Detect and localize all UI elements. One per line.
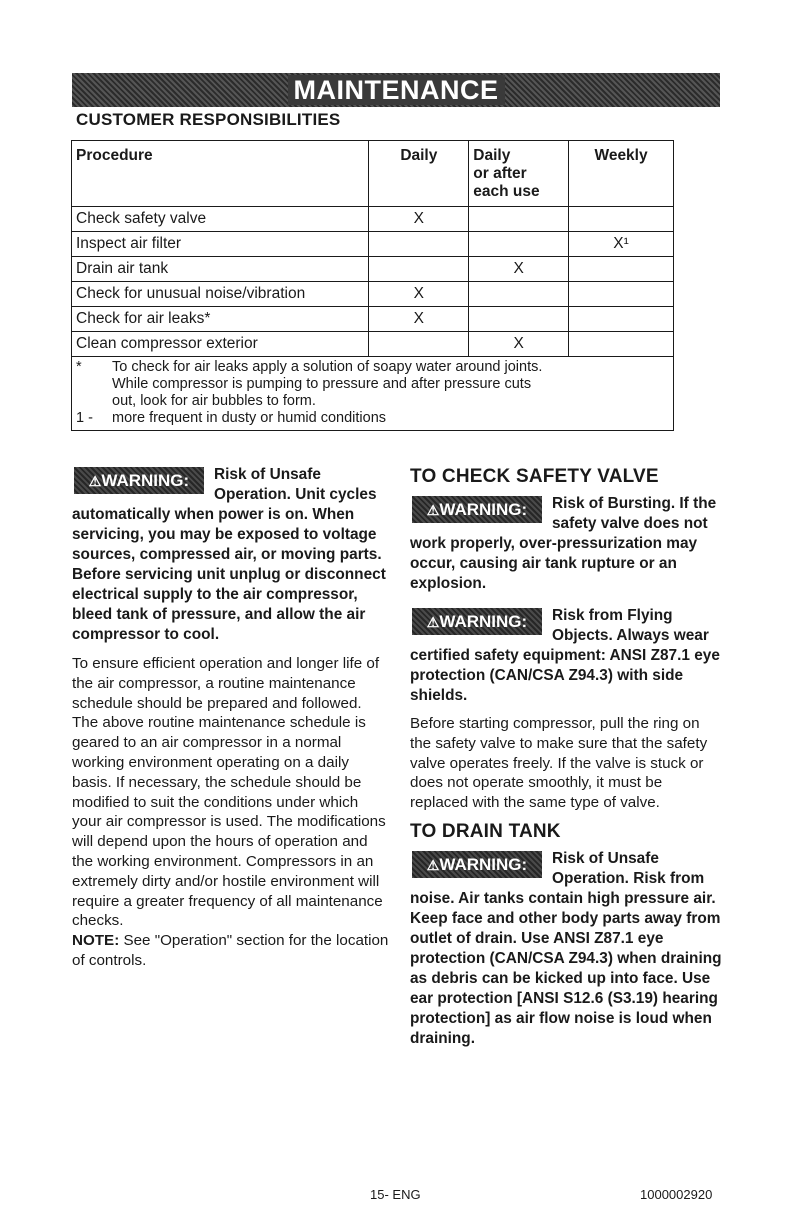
table-notes — [72, 357, 674, 431]
note-label: NOTE: — [72, 932, 120, 950]
table-cell: X¹ — [569, 232, 674, 257]
note-number: 1 - — [76, 410, 93, 426]
table-header-row — [72, 141, 674, 207]
page-number: 15- ENG — [370, 1187, 421, 1202]
note-text: out, look for air bubbles to form. — [112, 393, 316, 409]
warning-label: ⚠WARNING: — [412, 496, 542, 523]
table-cell — [369, 232, 469, 257]
section-title: MAINTENANCE — [288, 75, 505, 105]
table-row — [72, 232, 674, 257]
table-cell: Drain air tank — [72, 257, 369, 282]
warning-triangle-icon: ⚠ — [88, 473, 102, 489]
section-banner — [72, 73, 720, 107]
warning-text: Risk of Unsafe Operation. Risk from noise. Air tanks contain high pressure air. Keep face and other body parts away from outlet of drain. Use ANSI Z87.1 eye protection (CAN/CSA Z94.3) when draining as debris can be kicked up into face. Use ear protection [ANSI S12.6 (S3.19) hearing protection] as air flow noise is loud when draining. — [410, 849, 722, 1047]
table-cell: X — [369, 307, 469, 332]
table-cell: X — [469, 257, 569, 282]
maintenance-paragraph: To ensure efficient operation and longer life of the air compressor, a routine maintenance schedule should be prepared and followed. The above routine maintenance schedule is geared to an air compressor in a normal working environment operating on a daily basis. If necessary, the schedule should be modified to suit the conditions under which your air compressor is used. The modifications will depend upon the hours of operation and the working environment. Compressors in an extremely dirty and/or hostile environment will require a greater frequency of all maintenance checks. — [72, 655, 386, 930]
table-cell — [569, 207, 674, 232]
table-cell — [369, 257, 469, 282]
header-procedure: Procedure — [72, 141, 369, 207]
warning-triangle-icon: ⚠ — [426, 614, 440, 630]
table-row — [72, 307, 674, 332]
drain-warning — [410, 849, 722, 1049]
table-cell: X — [469, 332, 569, 357]
right-column — [410, 466, 722, 1049]
table-cell — [469, 282, 569, 307]
note-asterisk: * — [76, 359, 82, 375]
left-column — [72, 465, 390, 971]
warning-text: Risk of Bursting. If the safety valve does not work properly, over-pressurization may occur, causing air tank rupture or an explosion. — [410, 495, 717, 592]
table-cell: Check for air leaks* — [72, 307, 369, 332]
table-cell — [569, 257, 674, 282]
bursting-warning — [410, 494, 722, 594]
table-cell — [569, 282, 674, 307]
header-daily: Daily — [369, 141, 469, 207]
table-cell — [469, 232, 569, 257]
table-cell — [469, 307, 569, 332]
subsection-title: CUSTOMER RESPONSIBILITIES — [76, 110, 341, 129]
table-cell — [569, 307, 674, 332]
table-cell: Check for unusual noise/vibration — [72, 282, 369, 307]
table-row — [72, 257, 674, 282]
safety-valve-paragraph: Before starting compressor, pull the ring on the safety valve to make sure that the safety valve operates freely. If the valve is stuck or does not operate smoothly, it must be replaced with the same type of valve. — [410, 715, 708, 812]
table-cell — [469, 207, 569, 232]
warning-label: ⚠WARNING: — [412, 851, 542, 878]
note-text: more frequent in dusty or humid conditions — [112, 410, 387, 426]
maintenance-schedule-table — [71, 140, 674, 431]
header-line: each use — [473, 183, 540, 200]
unsafe-operation-warning — [72, 465, 390, 645]
table-cell: X — [369, 282, 469, 307]
drain-tank-heading: TO DRAIN TANK — [410, 820, 561, 842]
warning-label: ⚠WARNING: — [74, 467, 204, 494]
header-daily-after-use — [469, 141, 569, 207]
header-line: or after — [473, 165, 527, 182]
document-code: 1000002920 — [640, 1187, 713, 1202]
note — [72, 931, 390, 971]
note-text: While compressor is pumping to pressure and after pressure cuts — [112, 376, 532, 392]
table-cell: Check safety valve — [72, 207, 369, 232]
table-row — [72, 332, 674, 357]
header-weekly: Weekly — [569, 141, 674, 207]
table-cell: Inspect air filter — [72, 232, 369, 257]
table-row — [72, 282, 674, 307]
table-cell — [569, 332, 674, 357]
flying-objects-warning — [410, 606, 722, 706]
safety-valve-heading: TO CHECK SAFETY VALVE — [410, 466, 659, 487]
table-cell — [369, 332, 469, 357]
warning-triangle-icon: ⚠ — [426, 856, 440, 873]
warning-text: Risk from Flying Objects. Always wear certified safety equipment: ANSI Z87.1 eye protection (CAN/CSA Z94.3) with side shields. — [410, 607, 720, 704]
table-notes-row — [72, 357, 674, 431]
table-row — [72, 207, 674, 232]
warning-triangle-icon: ⚠ — [426, 502, 440, 518]
header-line: Daily — [473, 147, 511, 164]
table-cell: Clean compressor exterior — [72, 332, 369, 357]
warning-label: ⚠WARNING: — [412, 608, 542, 635]
note-text: To check for air leaks apply a solution of soapy water around joints. — [112, 359, 543, 375]
warning-text: Risk of Unsafe Operation. Unit cycles automatically when power is on. When servicing, you may be exposed to voltage sources, compressed air, or moving parts. Before servicing unit unplug or disconnect electrical supply to the air compressor, bleed tank of pressure, and allow the air compressor to cool. — [72, 466, 386, 643]
note-text: See "Operation" section for the location of controls. — [72, 932, 389, 969]
table-cell: X — [369, 207, 469, 232]
